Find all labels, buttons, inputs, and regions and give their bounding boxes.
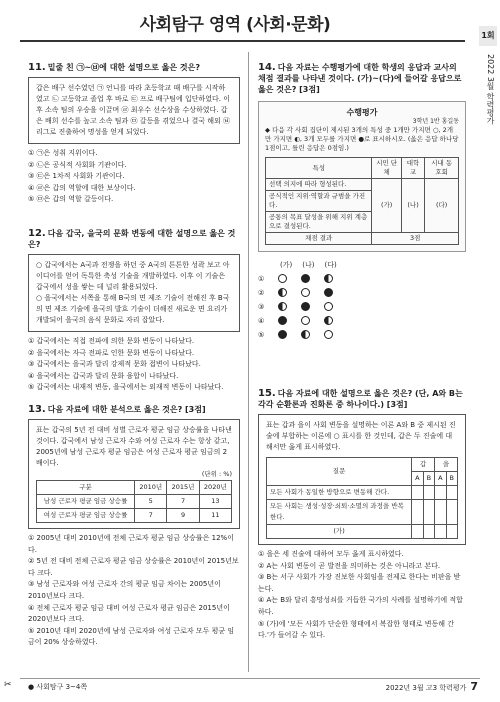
table-header: 2010년 — [135, 481, 167, 495]
choice-4[interactable]: ④ A는 B와 달리 흥망성쇠를 거듭한 국가의 사례를 설명하기에 적합하다. — [258, 596, 463, 616]
table-cell: (가) — [267, 525, 412, 539]
question-text: 다음 자료는 수행평가에 대한 학생의 응답과 교사의 채점 결과를 나타낸 것이다. (가)~(다)에 들어갈 응답으로 옳은 것은? [3점] — [258, 63, 462, 94]
option-col: (다) — [324, 261, 337, 269]
table-row — [267, 500, 458, 525]
filled-circle-icon — [301, 302, 310, 311]
question-12 — [28, 228, 240, 394]
table-cell: 3점 — [372, 233, 459, 245]
table-row — [267, 486, 458, 500]
column-divider — [248, 52, 249, 672]
choice-5[interactable]: ⑤ 갑국에서는 내재적 변동, 을국에서는 외재적 변동이 나타났다. — [28, 383, 224, 392]
table-cell: 7 — [135, 509, 167, 523]
table-subheader: B — [423, 472, 434, 486]
table-header: 2015년 — [167, 481, 199, 495]
choice-3[interactable]: ③ ㉢은 1차적 사회화 기관이다. — [28, 172, 125, 181]
question-number: 15. — [258, 388, 276, 399]
answer-cell-ga: (가) — [372, 179, 401, 233]
footer-subject: ● 사회탐구 3~4쪽 — [28, 683, 88, 691]
passage-box — [28, 419, 240, 529]
question-number: 12. — [28, 228, 46, 239]
passage-text: 표는 갑과 을이 사회 변동을 설명하는 이론 A와 B 중 제시된 진술에 부합하는 이론에 ○ 표시를 한 것인데, 갑은 두 진술에 대해서만 옳게 표시하였다. — [266, 421, 456, 451]
page-number: 7 — [470, 680, 478, 693]
question-text: 밑줄 친 ㉠~㉥에 대한 설명으로 옳은 것은? — [47, 63, 200, 72]
option-row[interactable] — [258, 316, 466, 327]
table-header: 갑 — [412, 458, 435, 472]
choice-4[interactable]: ④ 을국에서는 갑국과 달리 문화 융합이 나타났다. — [28, 371, 179, 380]
choice-2[interactable]: ② 5년 전 대비 전체 근로자 평균 임금 상승률은 2010년이 2015년보다 크다. — [28, 557, 239, 577]
option-col: (나) — [302, 261, 315, 269]
table-row — [37, 509, 232, 523]
answer-choices — [28, 148, 240, 206]
filled-circle-icon — [301, 274, 310, 283]
sidebar — [474, 0, 500, 130]
table-subheader: B — [446, 472, 457, 486]
answer-choices — [258, 549, 466, 642]
table-header: 특성 — [266, 158, 372, 179]
question-number: 11. — [28, 62, 46, 73]
question-text: 다음 갑국, 을국의 문화 변동에 대한 설명으로 옳은 것은? — [28, 229, 236, 249]
choice-2[interactable]: ② 을국에서는 자극 전파로 인한 문화 변동이 나타났다. — [28, 348, 195, 357]
question-text: 다음 자료에 대한 설명으로 옳은 것은? (단, A와 B는 각각 순환론과 진화론 중 하나이다.) [3점] — [258, 389, 463, 409]
table-cell: 공통의 목표 달성을 위해 지위 계층으로 결성된다. — [266, 212, 372, 233]
table-cell: 선택 의지에 따라 형성된다. — [266, 179, 372, 191]
half-circle-icon — [324, 316, 333, 325]
table-cell: 공식적인 지위·역할과 규범을 가진다. — [266, 191, 372, 212]
table-header: 질문 — [267, 458, 412, 486]
table-cell: 5 — [135, 495, 167, 509]
table-cell: 모든 사회는 생성·성장·쇠퇴·소멸의 과정을 반복한다. — [267, 500, 412, 525]
exam-year-label: 2022 3월 학력평가 — [486, 54, 495, 125]
half-circle-icon — [301, 330, 310, 339]
theory-table — [266, 457, 458, 539]
answer-cell-na: (나) — [401, 179, 425, 233]
passage-text: 표는 갑국의 5년 전 대비 성별 근로자 평균 임금 상승률을 나타낸 것이다. 갑국에서 남성 근로자 수와 여성 근로자 수는 항상 같고, 2005년에 남성 근로자 평균 임금은 여성 근로자 평균 임금의 2배이다. — [36, 426, 232, 467]
half-circle-icon — [324, 274, 333, 283]
table-header: 시민 단체 — [372, 158, 401, 179]
empty-circle-icon — [301, 288, 310, 297]
choice-5[interactable]: ⑤ ㉤은 갑의 역할 갈등이다. — [28, 195, 114, 204]
choice-3[interactable]: ③ 갑국에서는 을국과 달리 강제적 문화 접변이 나타났다. — [28, 360, 201, 369]
passage-box — [258, 414, 466, 545]
choice-4[interactable]: ④ ㉣은 갑의 역할에 대한 보상이다. — [28, 183, 136, 192]
footer-divider — [20, 678, 480, 679]
page-title: 사회탐구 영역 (사회·문화) — [139, 15, 331, 35]
passage-box: 갑은 배구 선수였던 ㉠ 언니를 따라 초등학교 때 배구를 시작하였고 ㉡ 고등학교 졸업 후 바로 ㉢ 프로 배구팀에 입단하였다. 이후 소속 팀의 우승을 이끌며 ㉣ 최우수 선수상을 수상하였다. 갑은 배희 선수를 높고 소속 팀과 ㉤ 갈등을 겪었으나 결국 해외 ㉥ 리그로 진출하여 명성을 얻게 되었다. — [28, 77, 240, 144]
footer-exam — [386, 680, 478, 693]
table-cell: 모든 사회가 동일한 방향으로 변동해 간다. — [267, 486, 412, 500]
table-header: 시내 동호회 — [425, 158, 459, 179]
choice-3[interactable]: ③ B는 서구 사회가 가장 진보한 사회임을 전제로 한다는 비판을 받는다. — [258, 573, 461, 593]
trait-table — [265, 157, 459, 245]
passage-item-2: ○ 을국에서는 서쪽을 통해 B국의 면 제조 기술이 전해진 후 B국의 면 제조 기술에 을국의 발효 기술이 더해진 새로운 면 요리가 개발되어 을국의 음식 문화로 자리 잡았다. — [36, 294, 230, 324]
half-circle-icon — [278, 288, 287, 297]
choice-4[interactable]: ④ 전체 근로자 평균 임금 대비 여성 근로자 평균 임금은 2015년이 2020년보다 크다. — [28, 603, 230, 624]
option-5[interactable]: ⑤ — [258, 331, 265, 339]
choice-1[interactable]: ① 을은 세 진술에 대하여 모두 옳게 표시하였다. — [258, 550, 404, 558]
card-title: 수행평가 — [346, 108, 378, 117]
question-text: 다음 자료에 대한 분석으로 옳은 것은? [3점] — [47, 405, 206, 414]
table-cell: 13 — [199, 495, 231, 509]
table-row — [266, 233, 459, 245]
choice-5[interactable]: ⑤ (가)에 '모든 사회가 단순한 형태에서 복잡한 형태로 변동해 간다.'가 들어갈 수 있다. — [258, 619, 454, 640]
choice-1[interactable]: ① 2005년 대비 2010년에 전체 근로자 평균 임금 상승률은 12%이다. — [28, 534, 234, 554]
table-header: 을 — [435, 458, 458, 472]
table-row — [37, 495, 232, 509]
exam-name: 2022년 3월 고3 학력평가 — [385, 684, 467, 692]
question-number: 13. — [28, 404, 46, 415]
question-15 — [258, 388, 466, 642]
choice-2[interactable]: ② ㉡은 공식적 사회화 기관이다. — [28, 160, 127, 169]
scissors-icon: ✂ — [4, 680, 12, 690]
option-col: (가) — [280, 261, 293, 269]
empty-circle-icon — [301, 316, 310, 325]
card-student: 3학년 1반 홍길동 — [412, 118, 459, 125]
question-11 — [28, 62, 240, 206]
passage-item-1: ○ 갑국에서는 A국과 전쟁을 하던 중 A국의 튼튼한 성곽 보고 아이디어를 얻어 독특한 축성 기술을 개발하였다. 이후 이 기술은 갑국에서 성을 쌓는 데 널리 활용되었다. — [36, 261, 230, 291]
table-header: 2020년 — [199, 481, 231, 495]
choice-2[interactable]: ② A는 사회 변동이 곧 발전을 의미하는 것은 아니라고 본다. — [258, 561, 441, 570]
question-13 — [28, 404, 240, 649]
table-cell: 7 — [167, 495, 199, 509]
option-row[interactable] — [258, 288, 466, 299]
empty-circle-icon — [278, 274, 287, 283]
option-2[interactable]: ② — [258, 289, 265, 297]
choice-1[interactable]: ① 갑국에서는 직접 전파에 의한 문화 변동이 나타났다. — [28, 337, 195, 345]
table-subheader: A — [435, 472, 446, 486]
option-4[interactable]: ④ — [258, 317, 265, 325]
wage-table — [36, 480, 232, 523]
empty-circle-icon — [324, 330, 333, 339]
card-question: ◆ 다음 각 사회 집단이 제시된 3개의 특성 중 1개만 가지면 ○, 2개만 가지면 ◐, 3개 모두를 가지면 ●로 표시하시오. (옳은 응답 하나당 1점이고, 틀린 응답은 0점임.) — [265, 126, 459, 152]
empty-circle-icon — [324, 302, 333, 311]
session-tab: 1회 — [479, 26, 497, 46]
option-row[interactable] — [258, 330, 466, 341]
answer-choices — [28, 533, 240, 649]
filled-circle-icon — [324, 288, 333, 297]
options-header — [258, 260, 466, 271]
option-3[interactable]: ③ — [258, 303, 265, 311]
table-header: 대학교 — [401, 158, 425, 179]
filled-circle-icon — [278, 330, 287, 339]
table-cell: 남성 근로자 평균 임금 상승률 — [37, 495, 135, 509]
choice-3[interactable]: ③ 남성 근로자와 여성 근로자 간의 평균 임금 차이는 2005년이 2010년보다 크다. — [28, 580, 221, 600]
assessment-card — [258, 101, 466, 252]
option-row[interactable] — [258, 274, 466, 285]
answer-choices — [28, 336, 240, 394]
half-circle-icon — [278, 302, 287, 311]
table-cell: 여성 근로자 평균 임금 상승률 — [37, 509, 135, 523]
option-row[interactable] — [258, 302, 466, 313]
title-divider — [20, 40, 465, 42]
question-14 — [258, 62, 466, 341]
passage-box — [28, 254, 240, 332]
answer-options — [258, 260, 466, 341]
choice-1[interactable]: ① ㉠은 성취 지위이다. — [28, 149, 98, 157]
table-cell: 9 — [167, 509, 199, 523]
table-cell: 11 — [199, 509, 231, 523]
table-header: 구분 — [37, 481, 135, 495]
unit-label: (단위 : %) — [201, 470, 232, 478]
table-subheader: A — [412, 472, 423, 486]
choice-5[interactable]: ⑤ 2010년 대비 2020년에 남성 근로자와 여성 근로자 모두 평균 임금이 20% 상승하였다. — [28, 626, 235, 647]
answer-cell-da: (다) — [425, 179, 459, 233]
option-1[interactable]: ① — [258, 275, 265, 283]
filled-circle-icon — [278, 316, 287, 325]
table-cell: 채점 결과 — [266, 233, 372, 245]
table-row — [266, 179, 459, 191]
question-number: 14. — [258, 62, 276, 73]
table-row — [267, 525, 458, 539]
